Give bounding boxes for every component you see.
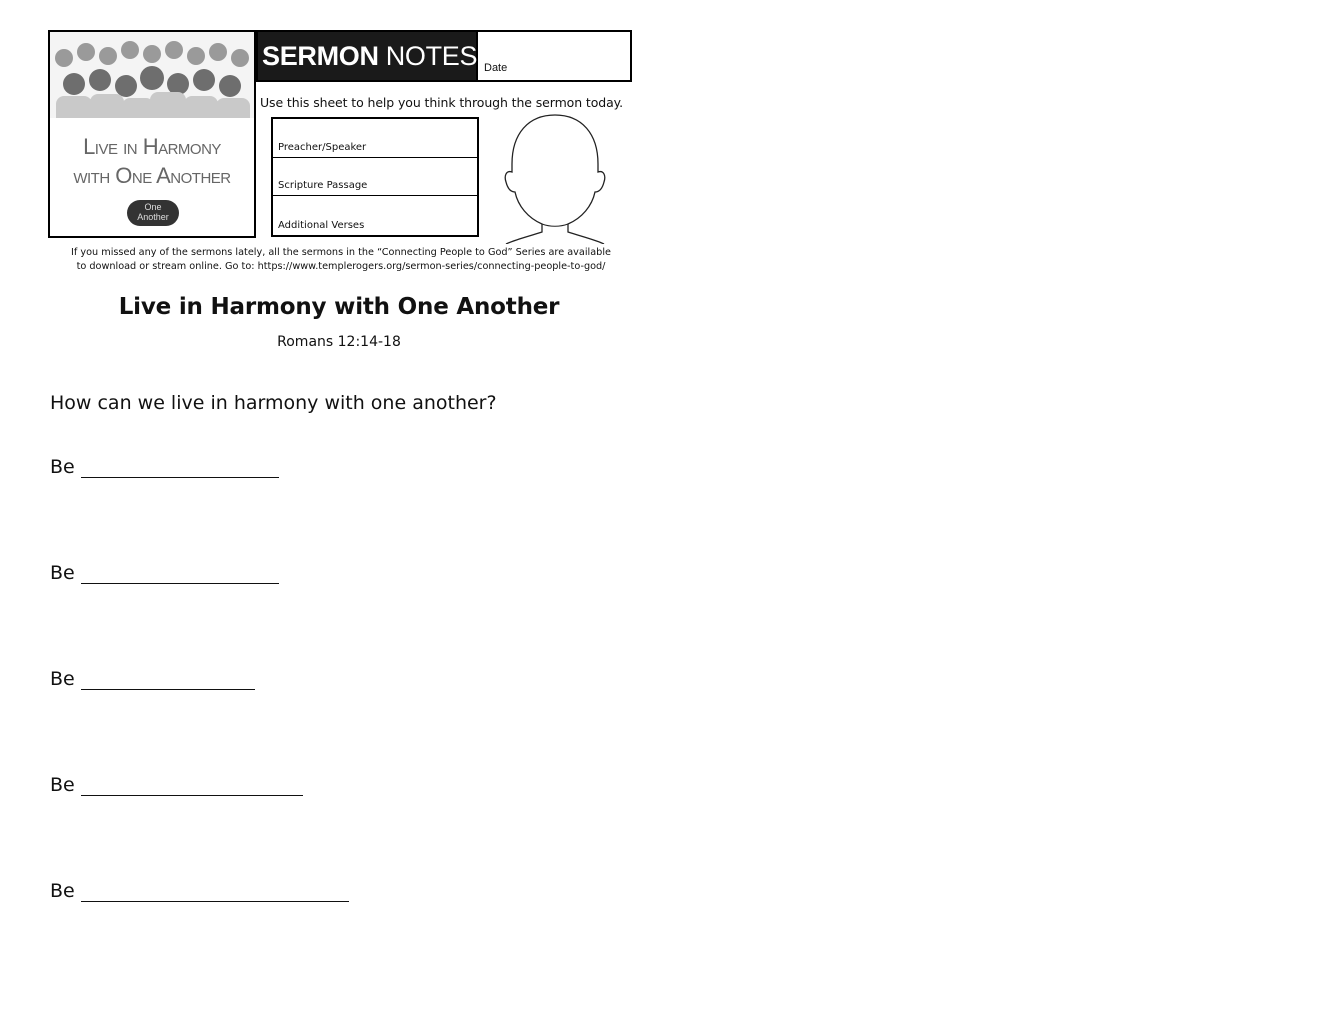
missed-sermons-note xyxy=(56,246,626,274)
sermon-info-table xyxy=(271,117,479,237)
blank-prefix: Be xyxy=(50,562,75,584)
head-outline-icon xyxy=(500,112,610,244)
blank-line[interactable] xyxy=(81,669,255,690)
scripture-passage-field[interactable] xyxy=(273,158,477,197)
fill-in-blank-4 xyxy=(50,774,303,796)
banner-bold-text: SERMON xyxy=(262,40,379,71)
sermon-notes-banner xyxy=(256,30,478,82)
blank-prefix: Be xyxy=(50,668,75,690)
missed-note-line-2: to download or stream online. Go to: https://www.templerogers.org/sermon-series/connecting-people-to-god/ xyxy=(76,261,606,272)
blank-prefix: Be xyxy=(50,456,75,478)
series-card xyxy=(48,30,256,238)
series-title xyxy=(50,132,254,190)
badge-line-2: Another xyxy=(137,212,169,222)
scripture-passage-label: Scripture Passage xyxy=(278,180,368,192)
date-label: Date xyxy=(484,62,508,74)
fill-in-blank-3 xyxy=(50,668,255,690)
series-title-line-1: Live in Harmony xyxy=(83,134,221,159)
fill-in-blank-1 xyxy=(50,456,279,478)
main-question: How can we live in harmony with one another? xyxy=(50,392,497,414)
series-title-line-2: with One Another xyxy=(73,163,231,188)
crowd-photo xyxy=(50,32,254,128)
instructions-text: Use this sheet to help you think through the sermon today. xyxy=(260,95,624,110)
scripture-reference: Romans 12:14-18 xyxy=(277,334,401,350)
blank-line[interactable] xyxy=(81,457,279,478)
fill-in-blank-2 xyxy=(50,562,279,584)
banner-rest-text: NOTES xyxy=(385,40,478,71)
blank-line[interactable] xyxy=(81,563,279,584)
missed-note-line-1: If you missed any of the sermons lately, all the sermons in the “Connecting People to God” Series are available xyxy=(71,247,611,258)
preacher-field[interactable] xyxy=(273,119,477,158)
badge-line-1: One xyxy=(144,202,162,212)
preacher-label: Preacher/Speaker xyxy=(278,141,367,153)
blank-line[interactable] xyxy=(81,775,303,796)
blank-line[interactable] xyxy=(81,881,349,902)
blank-prefix: Be xyxy=(50,774,75,796)
date-field[interactable] xyxy=(478,30,632,82)
sermon-title: Live in Harmony with One Another xyxy=(118,294,560,320)
additional-verses-field[interactable] xyxy=(273,196,477,235)
fill-in-blank-5 xyxy=(50,880,349,902)
blank-prefix: Be xyxy=(50,880,75,902)
badge-text xyxy=(120,202,186,222)
additional-verses-label: Additional Verses xyxy=(278,219,365,231)
